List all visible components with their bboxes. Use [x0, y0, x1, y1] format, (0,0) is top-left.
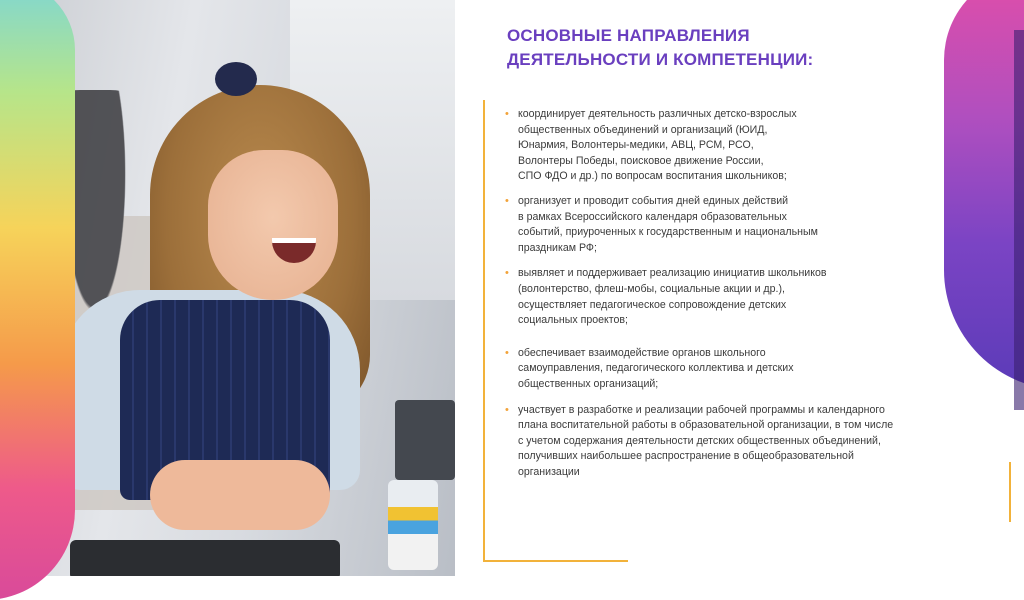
item-line: самоуправления, педагогического коллектива и детских [518, 362, 794, 375]
accent-line-horizontal [483, 560, 628, 562]
item-line: СПО ФДО и др.) по вопросам воспитания школьников; [518, 170, 787, 183]
list-item [505, 194, 995, 256]
item-line: осуществляет педагогическое сопровождение детских [518, 298, 787, 311]
item-line: общественных организаций; [518, 377, 659, 390]
title-line: ОСНОВНЫЕ НАПРАВЛЕНИЯ [507, 26, 750, 45]
item-line: координирует деятельность различных детско-взрослых [518, 108, 797, 120]
item-line: общественных объединений и организаций (ЮИД, [518, 123, 768, 136]
item-line: социальных проектов; [518, 314, 628, 327]
girl-arm [150, 460, 330, 530]
list-item [505, 346, 995, 393]
item-line: в рамках Всероссийского календаря образовательных [518, 210, 787, 223]
bullet-icon: • [505, 194, 509, 207]
list-item [505, 266, 995, 328]
accent-line-vertical [483, 100, 485, 562]
item-line: событий, приуроченных к государственным и национальным [518, 226, 818, 239]
accent-line-right [1009, 462, 1011, 522]
item-line: (волонтерство, флеш-мобы, социальные акции и др.), [518, 282, 785, 295]
decorative-edge-right [1014, 30, 1024, 410]
competencies-list [505, 107, 995, 480]
hair-scrunchie [215, 62, 257, 96]
item-line: плана воспитательной работы в образовательной организации, в том числе [518, 419, 894, 432]
item-line: Юнармия, Волонтеры-медики, АВЦ, РСМ, РСО, [518, 139, 754, 152]
title-line: ДЕЯТЕЛЬНОСТИ И КОМПЕТЕНЦИИ: [507, 50, 814, 69]
girl-face [208, 150, 338, 300]
item-line: праздникам РФ; [518, 241, 597, 254]
bullet-icon: • [505, 346, 509, 359]
item-line: обеспечивает взаимодействие органов школьного [518, 346, 766, 359]
item-line: организации [518, 465, 580, 478]
item-line: организует и проводит события дней единых действий [518, 194, 789, 207]
bullet-icon: • [505, 403, 509, 416]
list-item [505, 107, 995, 185]
item-line: с учетом содержания деятельности детских общественных объединений, [518, 434, 881, 447]
list-item [505, 403, 995, 481]
slide-title [507, 24, 907, 72]
item-line: Волонтеры Победы, поисковое движение России, [518, 154, 764, 167]
robotics-kit [388, 480, 438, 570]
tablet [70, 540, 340, 576]
item-line: участвует в разработке и реализации рабочей программы и календарного [518, 403, 885, 416]
monitor [395, 400, 455, 480]
item-line: выявляет и поддерживает реализацию инициатив школьников [518, 267, 827, 280]
decorative-gradient-left [0, 0, 75, 600]
bullet-icon: • [505, 108, 509, 120]
item-line: получивших наибольшее распространение в общеобразовательной [518, 450, 854, 463]
bullet-icon: • [505, 267, 509, 280]
